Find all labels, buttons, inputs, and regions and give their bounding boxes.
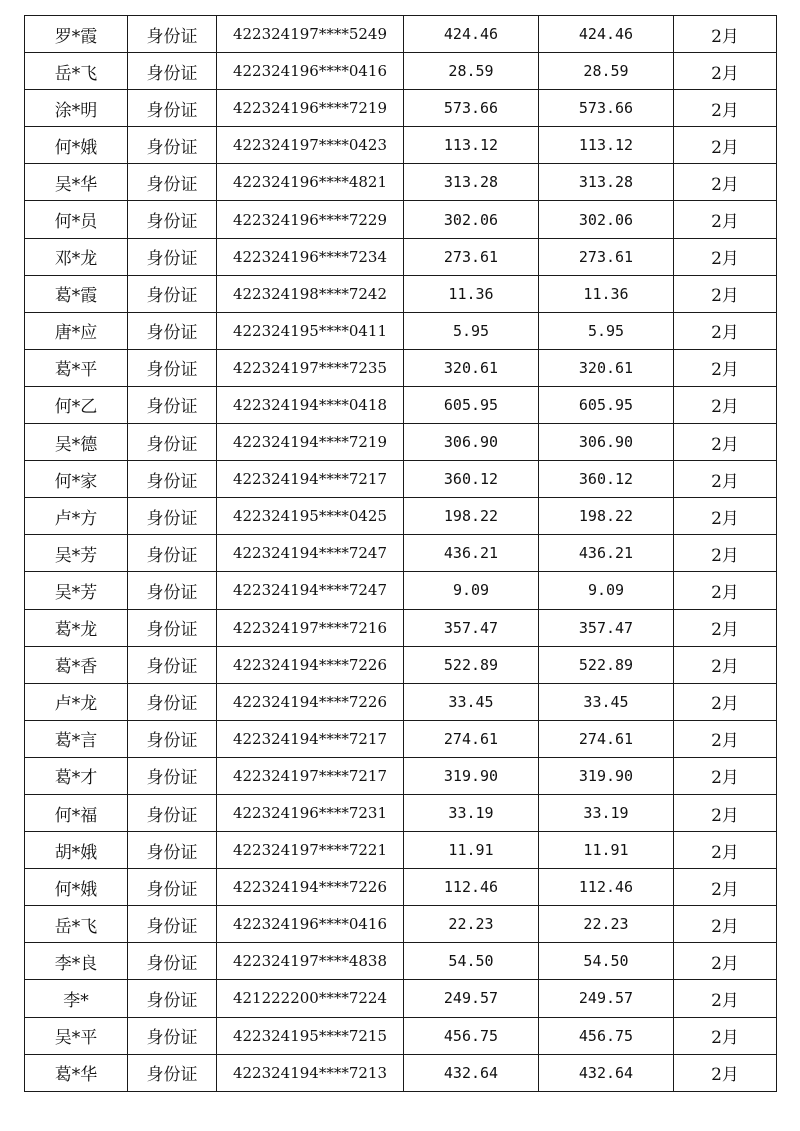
amount-paid-cell: 360.12: [539, 461, 674, 498]
amount-paid-cell: 320.61: [539, 349, 674, 386]
amount-cell: 456.75: [404, 1017, 539, 1054]
table-row: [25, 1017, 777, 1054]
name-cell: 吴*芳: [25, 572, 128, 609]
amount-cell: 436.21: [404, 535, 539, 572]
table-row: [25, 127, 777, 164]
document-type-cell: 身份证: [128, 312, 217, 349]
name-cell: 葛*华: [25, 1054, 128, 1091]
name-cell: 何*娥: [25, 869, 128, 906]
table-row: [25, 869, 777, 906]
document-type-cell: 身份证: [128, 90, 217, 127]
month-cell: 2月: [674, 16, 777, 53]
amount-cell: 22.23: [404, 906, 539, 943]
id-number-cell: 422324196****0416: [217, 906, 404, 943]
month-cell: 2月: [674, 1054, 777, 1091]
month-cell: 2月: [674, 461, 777, 498]
id-number-cell: 422324196****7229: [217, 201, 404, 238]
id-number-cell: 422324197****7235: [217, 349, 404, 386]
amount-paid-cell: 112.46: [539, 869, 674, 906]
id-number-cell: 422324196****7234: [217, 238, 404, 275]
document-type-cell: 身份证: [128, 461, 217, 498]
document-type-cell: 身份证: [128, 1017, 217, 1054]
month-cell: 2月: [674, 312, 777, 349]
amount-cell: 33.19: [404, 794, 539, 831]
name-cell: 罗*霞: [25, 16, 128, 53]
amount-cell: 360.12: [404, 461, 539, 498]
amount-cell: 302.06: [404, 201, 539, 238]
id-number-cell: 422324197****7216: [217, 609, 404, 646]
id-number-cell: 422324194****7219: [217, 424, 404, 461]
table-row: [25, 720, 777, 757]
document-type-cell: 身份证: [128, 572, 217, 609]
amount-cell: 424.46: [404, 16, 539, 53]
month-cell: 2月: [674, 90, 777, 127]
month-cell: 2月: [674, 980, 777, 1017]
id-number-cell: 422324197****4838: [217, 943, 404, 980]
document-type-cell: 身份证: [128, 349, 217, 386]
table-row: [25, 1054, 777, 1091]
name-cell: 吴*平: [25, 1017, 128, 1054]
month-cell: 2月: [674, 683, 777, 720]
id-number-cell: 422324196****4821: [217, 164, 404, 201]
name-cell: 何*福: [25, 794, 128, 831]
name-cell: 葛*言: [25, 720, 128, 757]
amount-paid-cell: 319.90: [539, 757, 674, 794]
amount-paid-cell: 33.45: [539, 683, 674, 720]
document-type-cell: 身份证: [128, 794, 217, 831]
month-cell: 2月: [674, 720, 777, 757]
amount-cell: 320.61: [404, 349, 539, 386]
name-cell: 岳*飞: [25, 906, 128, 943]
name-cell: 葛*霞: [25, 275, 128, 312]
table-row: [25, 683, 777, 720]
name-cell: 岳*飞: [25, 53, 128, 90]
document-type-cell: 身份证: [128, 498, 217, 535]
id-number-cell: 422324194****0418: [217, 386, 404, 423]
amount-paid-cell: 22.23: [539, 906, 674, 943]
id-number-cell: 422324196****7231: [217, 794, 404, 831]
table-row: [25, 535, 777, 572]
table-row: [25, 90, 777, 127]
document-type-cell: 身份证: [128, 869, 217, 906]
amount-cell: 306.90: [404, 424, 539, 461]
table-row: [25, 498, 777, 535]
name-cell: 涂*明: [25, 90, 128, 127]
amount-paid-cell: 11.91: [539, 832, 674, 869]
document-type-cell: 身份证: [128, 906, 217, 943]
amount-cell: 11.36: [404, 275, 539, 312]
document-type-cell: 身份证: [128, 980, 217, 1017]
amount-cell: 249.57: [404, 980, 539, 1017]
month-cell: 2月: [674, 757, 777, 794]
table-row: [25, 275, 777, 312]
id-number-cell: 422324197****0423: [217, 127, 404, 164]
amount-paid-cell: 33.19: [539, 794, 674, 831]
id-number-cell: 422324195****0411: [217, 312, 404, 349]
id-number-cell: 422324194****7226: [217, 683, 404, 720]
name-cell: 葛*龙: [25, 609, 128, 646]
id-number-cell: 422324196****0416: [217, 53, 404, 90]
id-number-cell: 421222200****7224: [217, 980, 404, 1017]
document-type-cell: 身份证: [128, 16, 217, 53]
name-cell: 何*家: [25, 461, 128, 498]
document-type-cell: 身份证: [128, 53, 217, 90]
table-row: [25, 312, 777, 349]
table-row: [25, 461, 777, 498]
month-cell: 2月: [674, 53, 777, 90]
table-row: [25, 424, 777, 461]
amount-paid-cell: 522.89: [539, 646, 674, 683]
amount-paid-cell: 54.50: [539, 943, 674, 980]
amount-cell: 112.46: [404, 869, 539, 906]
id-number-cell: 422324198****7242: [217, 275, 404, 312]
document-type-cell: 身份证: [128, 164, 217, 201]
table-row: [25, 349, 777, 386]
name-cell: 吴*德: [25, 424, 128, 461]
table-row: [25, 832, 777, 869]
amount-paid-cell: 357.47: [539, 609, 674, 646]
document-type-cell: 身份证: [128, 386, 217, 423]
month-cell: 2月: [674, 349, 777, 386]
id-number-cell: 422324194****7226: [217, 646, 404, 683]
amount-paid-cell: 273.61: [539, 238, 674, 275]
document-type-cell: 身份证: [128, 201, 217, 238]
amount-cell: 605.95: [404, 386, 539, 423]
amount-paid-cell: 249.57: [539, 980, 674, 1017]
id-number-cell: 422324194****7217: [217, 720, 404, 757]
amount-cell: 432.64: [404, 1054, 539, 1091]
month-cell: 2月: [674, 238, 777, 275]
month-cell: 2月: [674, 164, 777, 201]
name-cell: 邓*龙: [25, 238, 128, 275]
amount-paid-cell: 11.36: [539, 275, 674, 312]
amount-cell: 5.95: [404, 312, 539, 349]
table-row: [25, 16, 777, 53]
table-row: [25, 646, 777, 683]
month-cell: 2月: [674, 869, 777, 906]
name-cell: 胡*娥: [25, 832, 128, 869]
table-row: [25, 609, 777, 646]
name-cell: 唐*应: [25, 312, 128, 349]
id-number-cell: 422324197****7221: [217, 832, 404, 869]
name-cell: 何*乙: [25, 386, 128, 423]
month-cell: 2月: [674, 498, 777, 535]
id-number-cell: 422324194****7213: [217, 1054, 404, 1091]
amount-cell: 273.61: [404, 238, 539, 275]
amount-paid-cell: 5.95: [539, 312, 674, 349]
amount-paid-cell: 432.64: [539, 1054, 674, 1091]
id-number-cell: 422324195****0425: [217, 498, 404, 535]
month-cell: 2月: [674, 794, 777, 831]
table-row: [25, 386, 777, 423]
table-row: [25, 943, 777, 980]
document-type-cell: 身份证: [128, 757, 217, 794]
table-row: [25, 757, 777, 794]
document-type-cell: 身份证: [128, 646, 217, 683]
amount-paid-cell: 424.46: [539, 16, 674, 53]
month-cell: 2月: [674, 201, 777, 238]
amount-cell: 274.61: [404, 720, 539, 757]
amount-paid-cell: 28.59: [539, 53, 674, 90]
name-cell: 葛*才: [25, 757, 128, 794]
document-type-cell: 身份证: [128, 424, 217, 461]
month-cell: 2月: [674, 906, 777, 943]
amount-paid-cell: 605.95: [539, 386, 674, 423]
amount-paid-cell: 456.75: [539, 1017, 674, 1054]
name-cell: 吴*芳: [25, 535, 128, 572]
month-cell: 2月: [674, 646, 777, 683]
id-number-cell: 422324194****7247: [217, 535, 404, 572]
amount-cell: 28.59: [404, 53, 539, 90]
month-cell: 2月: [674, 275, 777, 312]
amount-paid-cell: 313.28: [539, 164, 674, 201]
amount-cell: 313.28: [404, 164, 539, 201]
amount-cell: 357.47: [404, 609, 539, 646]
amount-cell: 54.50: [404, 943, 539, 980]
month-cell: 2月: [674, 832, 777, 869]
document-type-cell: 身份证: [128, 535, 217, 572]
table-body: [25, 16, 777, 1092]
table-row: [25, 906, 777, 943]
name-cell: 卢*龙: [25, 683, 128, 720]
document-type-cell: 身份证: [128, 720, 217, 757]
table-row: [25, 238, 777, 275]
amount-cell: 319.90: [404, 757, 539, 794]
id-number-cell: 422324194****7247: [217, 572, 404, 609]
name-cell: 卢*方: [25, 498, 128, 535]
id-number-cell: 422324195****7215: [217, 1017, 404, 1054]
subsidy-table: [24, 15, 777, 1092]
name-cell: 何*员: [25, 201, 128, 238]
amount-cell: 198.22: [404, 498, 539, 535]
amount-paid-cell: 573.66: [539, 90, 674, 127]
amount-paid-cell: 9.09: [539, 572, 674, 609]
name-cell: 李*: [25, 980, 128, 1017]
amount-paid-cell: 302.06: [539, 201, 674, 238]
amount-paid-cell: 306.90: [539, 424, 674, 461]
name-cell: 葛*香: [25, 646, 128, 683]
table-row: [25, 980, 777, 1017]
name-cell: 何*娥: [25, 127, 128, 164]
id-number-cell: 422324197****5249: [217, 16, 404, 53]
table-row: [25, 201, 777, 238]
document-type-cell: 身份证: [128, 1054, 217, 1091]
amount-cell: 33.45: [404, 683, 539, 720]
month-cell: 2月: [674, 127, 777, 164]
amount-paid-cell: 274.61: [539, 720, 674, 757]
month-cell: 2月: [674, 572, 777, 609]
month-cell: 2月: [674, 424, 777, 461]
amount-cell: 113.12: [404, 127, 539, 164]
month-cell: 2月: [674, 535, 777, 572]
month-cell: 2月: [674, 1017, 777, 1054]
document-type-cell: 身份证: [128, 683, 217, 720]
table-row: [25, 164, 777, 201]
name-cell: 李*良: [25, 943, 128, 980]
id-number-cell: 422324197****7217: [217, 757, 404, 794]
id-number-cell: 422324194****7217: [217, 461, 404, 498]
amount-paid-cell: 198.22: [539, 498, 674, 535]
document-type-cell: 身份证: [128, 609, 217, 646]
amount-paid-cell: 436.21: [539, 535, 674, 572]
document-type-cell: 身份证: [128, 238, 217, 275]
name-cell: 葛*平: [25, 349, 128, 386]
amount-paid-cell: 113.12: [539, 127, 674, 164]
document-type-cell: 身份证: [128, 127, 217, 164]
document-type-cell: 身份证: [128, 275, 217, 312]
table-row: [25, 572, 777, 609]
month-cell: 2月: [674, 386, 777, 423]
id-number-cell: 422324194****7226: [217, 869, 404, 906]
document-type-cell: 身份证: [128, 943, 217, 980]
table-row: [25, 53, 777, 90]
month-cell: 2月: [674, 609, 777, 646]
amount-cell: 522.89: [404, 646, 539, 683]
month-cell: 2月: [674, 943, 777, 980]
id-number-cell: 422324196****7219: [217, 90, 404, 127]
amount-cell: 573.66: [404, 90, 539, 127]
amount-cell: 11.91: [404, 832, 539, 869]
table-row: [25, 794, 777, 831]
amount-cell: 9.09: [404, 572, 539, 609]
name-cell: 吴*华: [25, 164, 128, 201]
document-type-cell: 身份证: [128, 832, 217, 869]
